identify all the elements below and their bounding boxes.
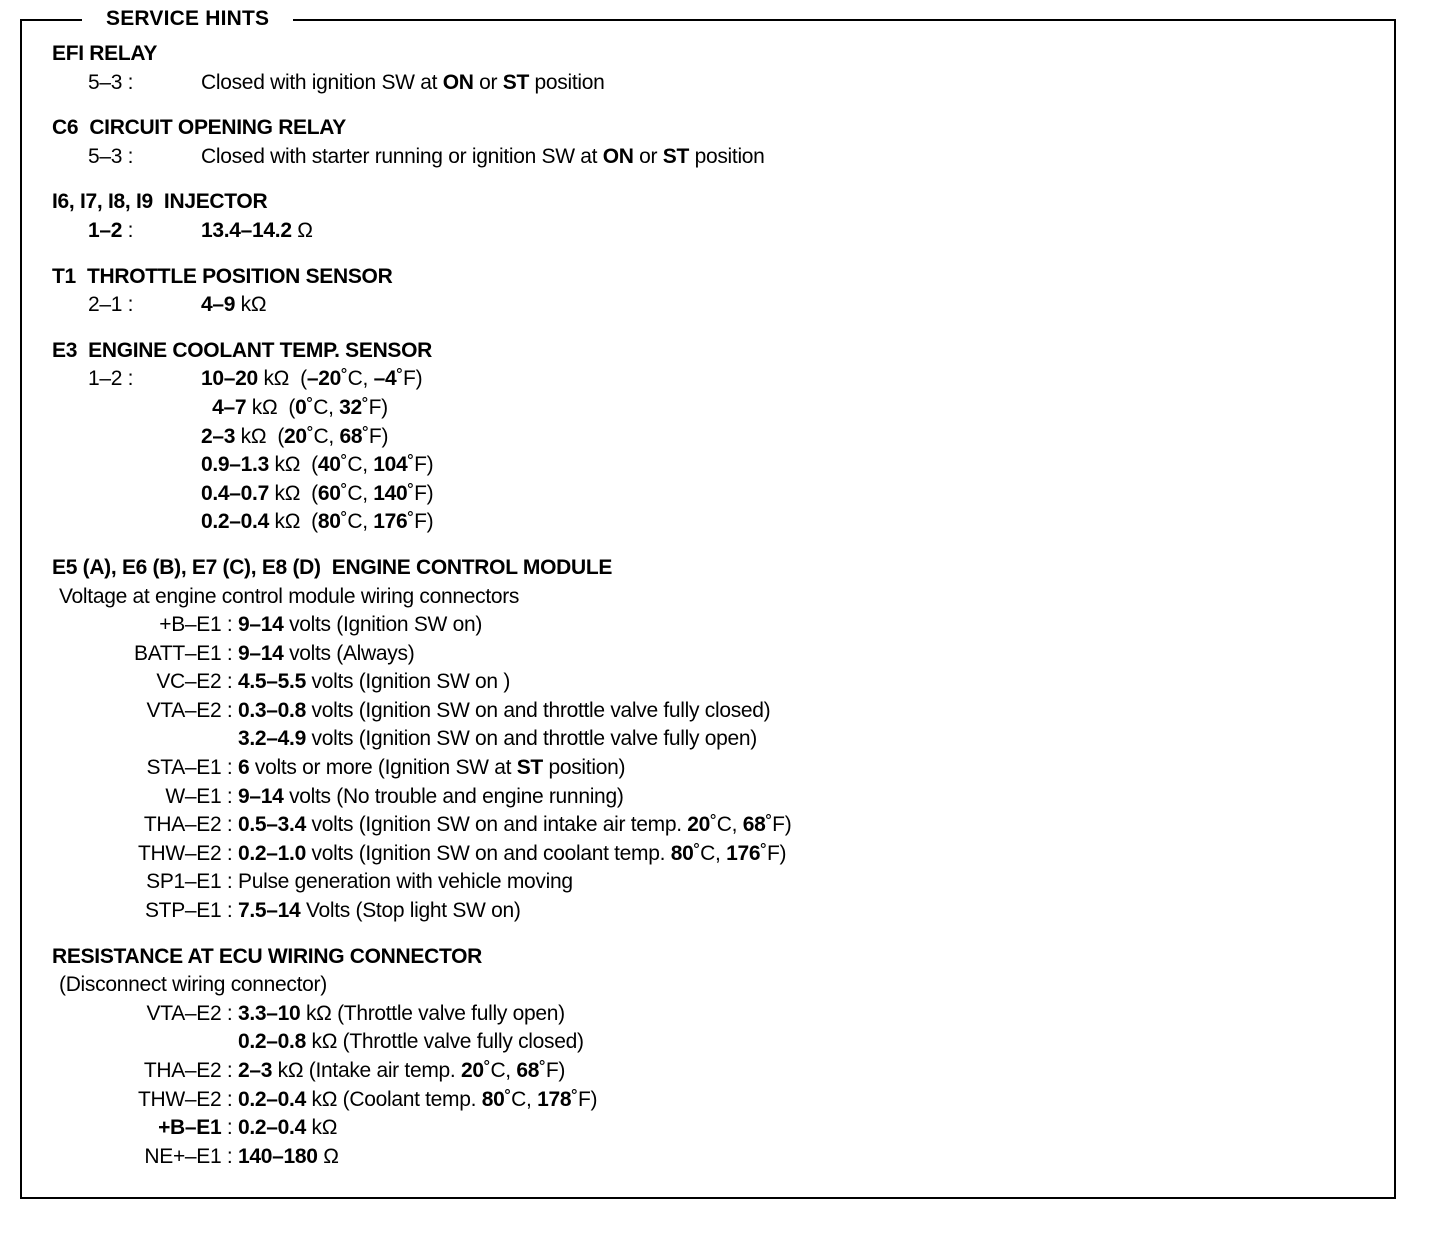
value-text: 7.5–14 (238, 899, 301, 923)
value-text: ˚F) (765, 813, 792, 837)
spec-value (238, 1000, 565, 1029)
value-text: ˚F) (362, 424, 389, 448)
spec-value (238, 811, 791, 840)
value-text: 3.3–10 (238, 1001, 301, 1025)
service-hints-content (52, 40, 1382, 1188)
value-text: or (473, 70, 503, 94)
value-text: ˚C, (504, 1087, 538, 1111)
value-text: 3.2–4.9 (238, 727, 306, 751)
terminal-name: VTA–E2 (146, 1001, 222, 1025)
terminal-label (88, 451, 201, 480)
spec-line (52, 725, 1382, 754)
value-text: Ω (291, 218, 313, 242)
value-text: ST (502, 70, 529, 94)
value-text: 140 (373, 481, 408, 505)
terminal-name: NE+–E1 (144, 1144, 222, 1168)
spec-value (238, 668, 510, 697)
value-text: 80 (317, 510, 341, 534)
terminal-name: BATT–E1 (134, 641, 222, 665)
value-text: ON (602, 144, 634, 168)
spec-value (201, 365, 422, 394)
spec-line (52, 697, 1382, 726)
terminal-label: THW–E2 : (138, 1087, 238, 1111)
terminal-name: THW–E2 (138, 841, 222, 865)
terminal-label: +B–E1 : (159, 613, 238, 637)
spec-line (52, 1114, 1382, 1143)
terminal-name: 1–2 (88, 367, 123, 391)
value-text: –20 (306, 367, 341, 391)
spec-value (238, 640, 414, 669)
value-text: kΩ (235, 293, 267, 317)
spec-line (52, 668, 1382, 697)
value-text: 4–7 (212, 395, 247, 419)
spec-line (52, 508, 1382, 537)
terminal-name: SP1–E1 (146, 870, 222, 894)
terminal-label (88, 480, 201, 509)
value-text: 80 (481, 1087, 505, 1111)
value-text: 4.5–5.5 (238, 670, 306, 694)
section-heading: EFI RELAY (52, 42, 158, 65)
value-text: kΩ ( (268, 510, 318, 534)
value-text: 178 (537, 1087, 572, 1111)
value-text: –4 (373, 367, 397, 391)
section-heading: E5 (A), E6 (B), E7 (C), E8 (D) ENGINE CONTROL MODULE (52, 555, 613, 579)
hint-section (52, 263, 1382, 320)
value-text: 20 (284, 424, 307, 448)
value-text: ˚C, (340, 481, 374, 505)
spec-line (52, 1028, 1382, 1057)
terminal-label (88, 725, 238, 754)
value-text: volts or more (Ignition SW at (249, 756, 517, 780)
terminal-label: 2–1 : (88, 293, 139, 317)
section-heading: E3 ENGINE COOLANT TEMP. SENSOR (52, 338, 433, 362)
terminal-name: +B–E1 (159, 613, 222, 637)
value-text: 80 (670, 841, 694, 865)
value-text: kΩ ( (246, 395, 296, 419)
value-text: 2–3 (201, 424, 236, 448)
spec-line (52, 423, 1382, 452)
spec-line (52, 451, 1382, 480)
section-intro: (Disconnect wiring connector) (59, 973, 327, 997)
section-heading: I6, I7, I8, I9 INJECTOR (52, 190, 268, 214)
terminal-label: 1–2 : (88, 367, 139, 391)
terminal-label: 5–3 : (88, 70, 139, 94)
value-text: kΩ (305, 1116, 338, 1140)
value-text: position) (542, 756, 626, 780)
value-text: volts (Ignition SW on and intake air temp. (305, 813, 688, 837)
value-text: Ω (317, 1144, 339, 1168)
spec-line (52, 754, 1382, 783)
terminal-label: THA–E2 : (143, 1059, 238, 1082)
hint-section (52, 40, 1382, 97)
value-text: volts (Ignition SW on and throttle valve fully open) (305, 727, 757, 751)
terminal-name: STA–E1 (146, 756, 222, 780)
value-text: volts (No trouble and engine running) (283, 784, 624, 808)
value-text: 176 (726, 841, 761, 865)
value-text: ˚F) (571, 1087, 598, 1111)
spec-value (201, 291, 266, 320)
hint-section (52, 337, 1382, 537)
terminal-name: VTA–E2 (146, 698, 222, 722)
value-text: 20 (687, 813, 711, 837)
value-text: kΩ ( (257, 367, 307, 391)
value-text: 0.5–3.4 (238, 813, 306, 837)
value-text: kΩ (Coolant temp. (305, 1087, 482, 1111)
spec-line (52, 365, 1382, 394)
spec-line (52, 840, 1382, 869)
spec-line (52, 1143, 1382, 1172)
value-text: ˚C, (340, 453, 374, 477)
spec-value (238, 725, 757, 754)
value-text: volts (Ignition SW on and coolant temp. (305, 841, 671, 865)
terminal-name: THA–E2 (143, 813, 222, 837)
value-text: kΩ ( (268, 453, 318, 477)
section-heading: RESISTANCE AT ECU WIRING CONNECTOR (52, 944, 483, 968)
spec-value (201, 394, 388, 423)
terminal-name: THW–E2 (138, 1087, 222, 1111)
value-text: 68 (742, 813, 766, 837)
value-text: 140–180 (238, 1144, 318, 1168)
value-text: ˚C, (693, 841, 727, 865)
spec-line (52, 811, 1382, 840)
terminal-label: VTA–E2 : (146, 1001, 238, 1025)
value-text: 20 (460, 1059, 484, 1082)
spec-value (238, 1086, 597, 1115)
terminal-label: THW–E2 : (138, 841, 238, 865)
hint-section (52, 554, 1382, 926)
section-heading: C6 CIRCUIT OPENING RELAY (52, 116, 346, 140)
hint-section (52, 943, 1382, 1172)
value-text: volts (Ignition SW on and throttle valve fully closed) (305, 698, 771, 722)
value-text: ˚F) (760, 841, 787, 865)
spec-value (201, 69, 605, 98)
spec-value (238, 1143, 339, 1172)
spec-value (238, 754, 625, 783)
value-text: 0 (295, 395, 307, 419)
terminal-label: NE+–E1 : (144, 1144, 238, 1168)
value-text: ˚F) (407, 481, 434, 505)
value-text: 10–20 (201, 367, 258, 391)
value-text: 0.2–0.8 (238, 1030, 306, 1054)
spec-value (201, 143, 765, 172)
value-text: 0.4–0.7 (201, 481, 269, 505)
value-text: 0.2–0.4 (201, 510, 269, 534)
terminal-label (88, 394, 201, 423)
value-text: ˚C, (483, 1059, 517, 1082)
spec-line (52, 611, 1382, 640)
spec-line (52, 69, 1382, 98)
section-heading: T1 THROTTLE POSITION SENSOR (52, 264, 393, 288)
value-text: or (633, 144, 663, 168)
value-text: ˚C, (306, 395, 340, 419)
spec-value (238, 1028, 584, 1057)
terminal-label (88, 508, 201, 537)
value-text: 0.2–1.0 (238, 841, 306, 865)
value-text: position (529, 70, 605, 94)
spec-line (52, 897, 1382, 926)
value-text: ON (442, 70, 474, 94)
value-text: kΩ (Throttle valve fully closed) (305, 1030, 584, 1054)
value-text: ˚F) (407, 510, 434, 534)
value-text: Closed with starter running or ignition SW at (201, 144, 603, 168)
value-text: 13.4–14.2 (201, 218, 292, 242)
spec-line (52, 1086, 1382, 1115)
terminal-name: THA–E2 (143, 1059, 222, 1082)
spec-value (201, 451, 433, 480)
value-text: volts (Always) (283, 641, 415, 665)
spec-line (52, 291, 1382, 320)
terminal-label: VC–E2 : (156, 670, 238, 694)
terminal-name: 2–1 (88, 293, 123, 317)
value-text: 40 (317, 453, 341, 477)
terminal-label: 5–3 : (88, 144, 139, 168)
terminal-label: SP1–E1 : (146, 870, 238, 894)
spec-line (52, 217, 1382, 246)
terminal-name: STP–E1 (144, 899, 222, 923)
value-text: Volts (Stop light SW on) (300, 899, 521, 923)
terminal-name: 5–3 (88, 144, 123, 168)
value-text: 0.2–0.4 (238, 1087, 306, 1111)
terminal-label (88, 423, 201, 452)
terminal-label: 1–2 : (88, 218, 139, 242)
value-text: 68 (516, 1059, 540, 1082)
value-text: ˚C, (340, 367, 374, 391)
terminal-name: W–E1 (165, 784, 222, 808)
hint-section (52, 114, 1382, 171)
value-text: Closed with ignition SW at (201, 70, 443, 94)
spec-line (52, 394, 1382, 423)
value-text: 2–3 (238, 1059, 273, 1082)
value-text: ˚C, (340, 510, 374, 534)
value-text: 4–9 (201, 293, 236, 317)
spec-value (201, 508, 433, 537)
spec-line (52, 143, 1382, 172)
value-text: 9–14 (238, 641, 284, 665)
value-text: ˚F) (361, 395, 388, 419)
value-text: kΩ (Throttle valve fully open) (300, 1001, 565, 1025)
section-intro: Voltage at engine control module wiring connectors (59, 584, 520, 608)
hint-section (52, 188, 1382, 245)
value-text: ˚F) (407, 453, 434, 477)
spec-value (238, 611, 482, 640)
spec-line (52, 1000, 1382, 1029)
spec-value (238, 840, 786, 869)
value-text: ˚C, (306, 424, 340, 448)
spec-line (52, 480, 1382, 509)
spec-value (201, 423, 388, 452)
terminal-label: VTA–E2 : (146, 698, 238, 722)
terminal-label: BATT–E1 : (134, 641, 238, 665)
value-text: ST (516, 756, 543, 780)
value-text: 176 (373, 510, 408, 534)
terminal-label: STA–E1 : (146, 756, 238, 780)
value-text: volts (Ignition SW on) (283, 613, 483, 637)
value-text: 0.9–1.3 (201, 453, 269, 477)
value-text: position (689, 144, 765, 168)
spec-line (52, 640, 1382, 669)
spec-value (238, 783, 624, 812)
value-text: Pulse generation with vehicle moving (238, 870, 573, 894)
spec-value (238, 1057, 565, 1086)
value-text: ˚F) (396, 367, 423, 391)
value-text: volts (Ignition SW on ) (305, 670, 511, 694)
spec-value (238, 897, 521, 926)
value-text: kΩ ( (268, 481, 318, 505)
value-text: ST (662, 144, 690, 168)
terminal-label: W–E1 : (165, 784, 238, 808)
value-text (201, 396, 212, 419)
value-text: 9–14 (238, 784, 284, 808)
terminal-name: 5–3 (88, 70, 123, 94)
spec-line (52, 868, 1382, 897)
value-text: 0.2–0.4 (238, 1116, 306, 1140)
page-title: SERVICE HINTS (82, 5, 293, 33)
value-text: 60 (317, 481, 341, 505)
value-text: ˚F) (539, 1059, 566, 1082)
spec-line (52, 1057, 1382, 1086)
terminal-label: +B–E1 : (158, 1116, 238, 1140)
spec-value (238, 868, 573, 897)
terminal-name: VC–E2 (156, 670, 222, 694)
terminal-label (88, 1028, 238, 1057)
value-text: 32 (339, 395, 362, 419)
value-text: ˚C, (710, 813, 743, 837)
value-text: 68 (339, 424, 363, 448)
spec-line (52, 783, 1382, 812)
value-text: 0.3–0.8 (238, 698, 306, 722)
terminal-label: STP–E1 : (144, 899, 238, 923)
spec-value (201, 217, 313, 246)
value-text: 9–14 (238, 613, 284, 637)
value-text: kΩ ( (235, 424, 285, 448)
value-text: kΩ (Intake air temp. (272, 1059, 461, 1082)
terminal-name: 1–2 (88, 218, 123, 242)
spec-value (238, 697, 770, 726)
terminal-label: THA–E2 : (143, 813, 238, 837)
spec-value (238, 1114, 337, 1143)
value-text: 6 (238, 756, 250, 780)
terminal-name: +B–E1 (158, 1116, 222, 1140)
value-text: 104 (373, 453, 408, 477)
spec-value (201, 480, 433, 509)
